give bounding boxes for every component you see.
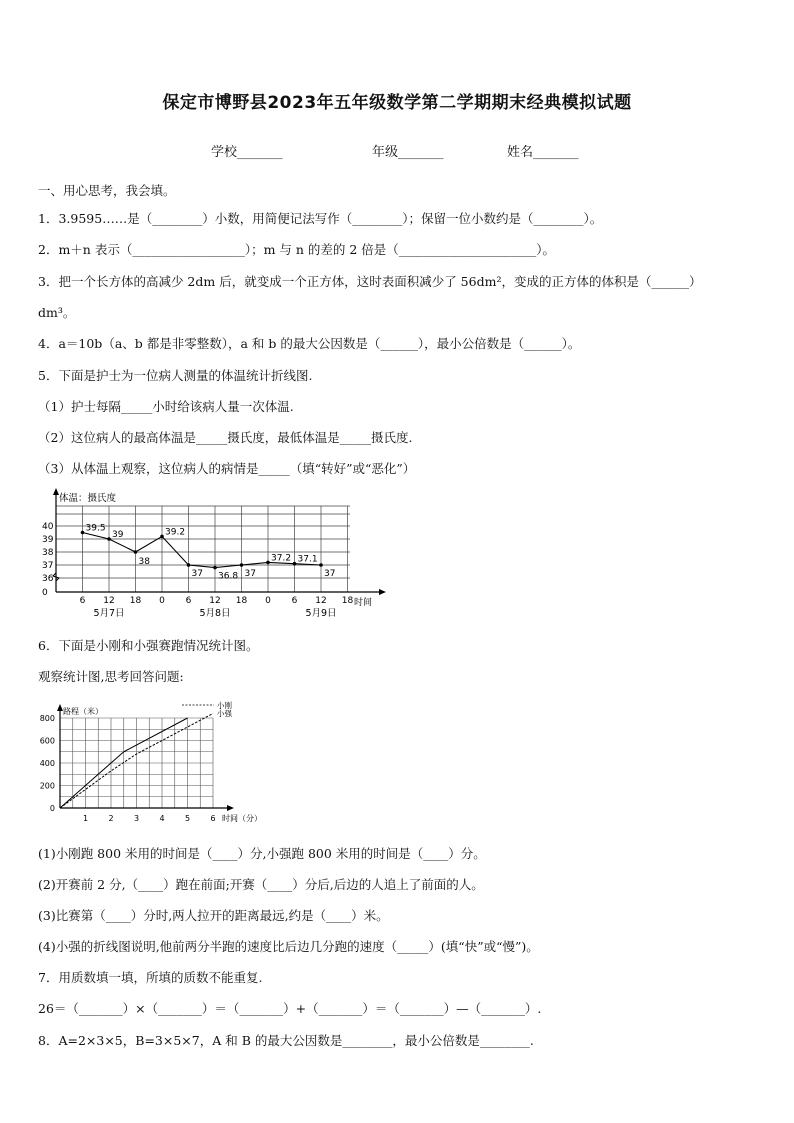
y-tick-label: 0 bbox=[42, 588, 48, 598]
x-tick-label: 6 bbox=[79, 596, 86, 606]
y-axis-title: 体温：摄氏度 bbox=[59, 493, 117, 504]
legend-label-xiaogang: 小刚 bbox=[217, 701, 232, 710]
y-tick-label: 600 bbox=[39, 736, 55, 746]
y-tick-label: 38 bbox=[42, 548, 54, 558]
data-point bbox=[81, 531, 85, 535]
question-7-equation: 26＝（_______）×（_______）＝（_______）+（_______）＝（_______）—（_______）. bbox=[38, 1001, 542, 1016]
x-axis-title: 时间 bbox=[354, 598, 373, 608]
question-6-intro: 观察统计图,思考回答问题: bbox=[38, 669, 184, 684]
question-6-part-1: (1)小刚跑 800 米用的时间是（____）分,小强跑 800 米用的时间是（____）分。 bbox=[38, 846, 486, 861]
x-axis-title: 时间（分） bbox=[222, 814, 262, 823]
data-point bbox=[187, 563, 191, 567]
x-tick-label: 6 bbox=[291, 596, 298, 606]
legend-label-xiaoqiang: 小强 bbox=[217, 709, 232, 718]
y-axis-title: 路程（米） bbox=[63, 707, 103, 716]
question-5-part-1: （1）护士每隔_____小时给该病人量一次体温. bbox=[38, 399, 294, 414]
name-field: 姓名_______ bbox=[507, 145, 579, 160]
question-4: 4．a＝10b（a、b 都是非零整数），a 和 b 的最大公因数是（______），最小公倍数是（______）。 bbox=[38, 336, 581, 351]
x-tick-label: 0 bbox=[265, 596, 271, 606]
x-tick-label: 18 bbox=[341, 596, 354, 606]
y-tick-label: 0 bbox=[49, 804, 55, 813]
data-point bbox=[107, 537, 111, 541]
page-title: 保定市博野县2023年五年级数学第二学期期末经典模拟试题 bbox=[162, 93, 632, 113]
grade-field: 年级_______ bbox=[372, 145, 444, 160]
question-6-part-4: (4)小强的折线图说明,他前两分半跑的速度比后边几分跑的速度（_____）(填“快”或“慢”)。 bbox=[38, 939, 539, 954]
data-point bbox=[134, 550, 138, 554]
date-label: 5月9日 bbox=[305, 608, 337, 619]
question-6-part-2: (2)开赛前 2 分,（____）跑在前面;开赛（____）分后,后边的人追上了前面的人。 bbox=[38, 877, 484, 892]
y-tick-label: 40 bbox=[42, 522, 54, 532]
x-tick-label: 12 bbox=[103, 596, 115, 606]
question-2: 2．m＋n 表示（__________________）；m 与 n 的差的 2 倍是（______________________）。 bbox=[38, 242, 556, 257]
y-tick-label: 800 bbox=[39, 714, 55, 723]
data-label: 39.2 bbox=[165, 527, 186, 538]
question-6-part-3: (3)比赛第（____）分时,两人拉开的距离最远,约是（____）米。 bbox=[38, 908, 389, 923]
x-tick-label: 3 bbox=[133, 814, 140, 823]
x-tick-label: 18 bbox=[129, 596, 142, 606]
question-3: 3．把一个长方体的高减少 2dm 后，就变成一个正方体，这时表面积减少了 56dm²，变成的正方体的体积是（______） bbox=[38, 274, 702, 289]
x-tick-label: 5 bbox=[184, 814, 191, 823]
date-label: 5月7日 bbox=[93, 608, 125, 619]
x-tick-label: 6 bbox=[185, 596, 192, 606]
data-label: 37.2 bbox=[271, 553, 292, 564]
data-label: 39.5 bbox=[85, 523, 106, 534]
date-label: 5月8日 bbox=[199, 608, 231, 619]
data-point bbox=[319, 563, 323, 567]
data-point bbox=[213, 566, 217, 570]
question-7: 7．用质数填一填，所填的质数不能重复. bbox=[38, 970, 263, 985]
y-tick-label: 200 bbox=[39, 781, 55, 791]
question-6: 6．下面是小刚和小强赛跑情况统计图。 bbox=[38, 638, 259, 653]
question-3-unit: dm³。 bbox=[38, 305, 76, 320]
data-point bbox=[266, 561, 270, 565]
question-5: 5．下面是护士为一位病人测量的体温统计折线图. bbox=[38, 368, 313, 383]
x-tick-label: 4 bbox=[159, 814, 165, 823]
x-axis-arrow bbox=[227, 805, 234, 811]
x-axis-arrow bbox=[379, 589, 386, 595]
question-5-part-3: （3）从体温上观察，这位病人的病情是_____（填“转好”或“恶化”） bbox=[38, 461, 416, 476]
data-label: 37 bbox=[191, 569, 203, 579]
question-1: 1．3.9595……是（________）小数，用简便记法写作（________）；保留一位小数约是（________）。 bbox=[38, 211, 603, 226]
x-tick-label: 12 bbox=[315, 596, 327, 606]
data-point bbox=[293, 562, 297, 566]
x-tick-label: 12 bbox=[209, 596, 221, 606]
data-label: 36.8 bbox=[218, 571, 239, 582]
question-8: 8．A=2×3×5，B=3×5×7，A 和 B 的最大公因数是________，最小公倍数是________. bbox=[38, 1033, 534, 1048]
data-point bbox=[240, 563, 244, 567]
y-tick-label: 400 bbox=[39, 759, 55, 768]
y-tick-label: 37 bbox=[42, 561, 54, 571]
race-line-chart bbox=[36, 700, 276, 828]
x-tick-label: 18 bbox=[235, 596, 248, 606]
section-heading: 一、用心思考，我会填。 bbox=[38, 183, 176, 198]
x-tick-label: 1 bbox=[82, 814, 89, 823]
x-tick-label: 2 bbox=[108, 814, 114, 823]
temperature-line-chart bbox=[36, 488, 396, 620]
x-tick-label: 6 bbox=[210, 814, 216, 823]
data-label: 37 bbox=[324, 569, 336, 579]
y-tick-label: 39 bbox=[42, 535, 54, 545]
data-label: 37 bbox=[244, 569, 256, 579]
school-field: 学校_______ bbox=[211, 145, 283, 160]
data-label: 39 bbox=[112, 530, 124, 540]
data-label: 37.1 bbox=[297, 554, 318, 565]
data-point bbox=[160, 535, 164, 539]
x-tick-label: 0 bbox=[159, 596, 165, 606]
data-label: 38 bbox=[138, 557, 150, 567]
y-tick-label: 36 bbox=[42, 574, 54, 584]
question-5-part-2: （2）这位病人的最高体温是_____摄氏度，最低体温是_____摄氏度. bbox=[38, 430, 413, 445]
